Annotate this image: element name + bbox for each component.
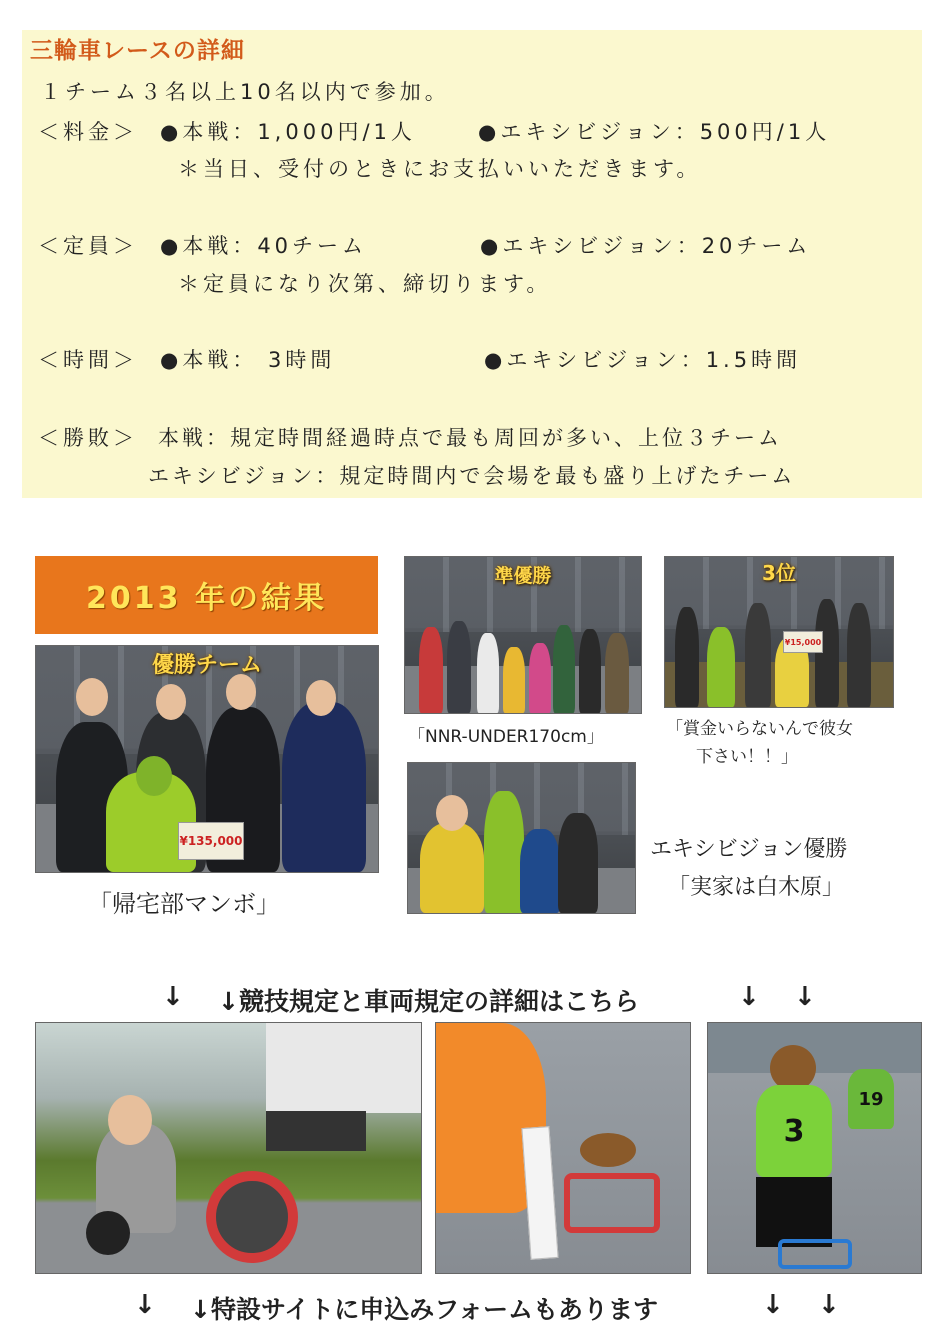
fee-label: ＜料金＞ bbox=[38, 120, 138, 144]
result-exhibition: エキシビジョン：規定時間内で会場を最も盛り上げたチーム bbox=[148, 464, 796, 488]
wheel bbox=[86, 1211, 130, 1255]
arrow-down-icon: ↓ bbox=[762, 1290, 784, 1320]
rider-legs bbox=[756, 1177, 832, 1247]
tent bbox=[266, 1023, 421, 1113]
race-details-box bbox=[22, 30, 922, 498]
details-title: 三輪車レースの詳細 bbox=[30, 38, 245, 64]
person bbox=[745, 603, 771, 707]
winner-team-photo bbox=[35, 645, 379, 873]
arrow-down-icon: ↓ bbox=[738, 982, 760, 1012]
person bbox=[815, 599, 839, 707]
result-main: 本戦：規定時間経過時点で最も周回が多い、上位３チーム bbox=[158, 426, 782, 450]
person-head bbox=[76, 678, 108, 716]
prize-board: ¥135,000 bbox=[178, 822, 244, 860]
inspection-photo bbox=[435, 1022, 691, 1274]
result-label: ＜勝敗＞ bbox=[38, 426, 138, 450]
time-exhibition: ●エキシビジョン：1.5時間 bbox=[484, 348, 802, 372]
person-head bbox=[436, 795, 468, 831]
fee-main: ●本戦：1,000円/1人 bbox=[160, 120, 416, 144]
runner-up-photo bbox=[404, 556, 642, 714]
person bbox=[558, 813, 598, 913]
capacity-main: ●本戦：40チーム bbox=[160, 234, 368, 258]
race-photo-adult-tricycle bbox=[35, 1022, 422, 1274]
runner-up-caption: 「NNR-UNDER170cm」 bbox=[408, 727, 604, 747]
arrow-down-icon: ↓ bbox=[162, 982, 184, 1012]
winner-label: 優勝チーム bbox=[151, 653, 262, 678]
person bbox=[847, 603, 871, 707]
capacity-exhibition: ●エキシビジョン：20チーム bbox=[480, 234, 812, 258]
bib-3: 3 bbox=[756, 1085, 832, 1177]
capacity-label: ＜定員＞ bbox=[38, 234, 138, 258]
time-main: ●本戦： 3時間 bbox=[160, 348, 336, 372]
mascot-costume bbox=[707, 627, 735, 707]
exhibition-caption: 「実家は白木原」 bbox=[668, 875, 845, 900]
person-head bbox=[226, 674, 256, 710]
application-form-link[interactable]: ↓特設サイトに申込みフォームもあります bbox=[190, 1295, 658, 1324]
rider-mask bbox=[108, 1095, 152, 1145]
runner-up-label: 準優勝 bbox=[494, 565, 552, 587]
arrow-down-icon: ↓ bbox=[818, 1290, 840, 1320]
third-caption-line2: 下さい！！」 bbox=[696, 747, 798, 767]
tricycle-frame bbox=[564, 1173, 660, 1233]
person bbox=[503, 647, 525, 713]
person bbox=[420, 823, 484, 913]
person bbox=[447, 621, 471, 713]
arrow-down-icon: ↓ bbox=[794, 982, 816, 1012]
person bbox=[675, 607, 699, 707]
third-place-photo bbox=[664, 556, 894, 708]
time-label: ＜時間＞ bbox=[38, 348, 138, 372]
wheel bbox=[206, 1171, 298, 1263]
results-banner: 2013 年の結果 bbox=[35, 556, 378, 634]
exhibition-winner-photo bbox=[407, 762, 636, 914]
person bbox=[477, 633, 499, 713]
fee-exhibition: ●エキシビジョン：500円/1人 bbox=[478, 120, 831, 144]
fee-note: ＊当日、受付のときにお支払いいただきます。 bbox=[178, 157, 702, 181]
person bbox=[529, 643, 551, 713]
tricycle-seat bbox=[580, 1133, 636, 1167]
race-photo-bibs bbox=[707, 1022, 922, 1274]
measuring-board bbox=[521, 1126, 558, 1260]
arrow-down-icon: ↓ bbox=[134, 1290, 156, 1320]
exhibition-title: エキシビジョン優勝 bbox=[650, 837, 848, 862]
prize-board: ¥15,000 bbox=[783, 631, 823, 653]
person bbox=[520, 829, 560, 913]
rules-link[interactable]: ↓競技規定と車両規定の詳細はこちら bbox=[218, 987, 639, 1016]
person bbox=[553, 625, 575, 713]
third-caption-line1: 「賞金いらないんで彼女 bbox=[666, 719, 853, 739]
mascot-costume bbox=[484, 791, 524, 913]
participation-text: １チーム３名以上10名以内で参加。 bbox=[40, 80, 450, 104]
person-head bbox=[306, 680, 336, 716]
person bbox=[419, 627, 443, 713]
person bbox=[579, 629, 601, 713]
person bbox=[605, 633, 629, 713]
winner-caption: 「帰宅部マンボ」 bbox=[88, 890, 280, 918]
person-head bbox=[156, 684, 186, 720]
bib-19: 19 bbox=[848, 1069, 894, 1129]
capacity-note: ＊定員になり次第、締切ります。 bbox=[178, 272, 552, 296]
tricycle-frame bbox=[778, 1239, 852, 1269]
mascot-head bbox=[136, 756, 172, 796]
storage-box bbox=[266, 1111, 366, 1151]
person bbox=[282, 702, 366, 872]
third-place-label: 3位 bbox=[762, 561, 796, 585]
